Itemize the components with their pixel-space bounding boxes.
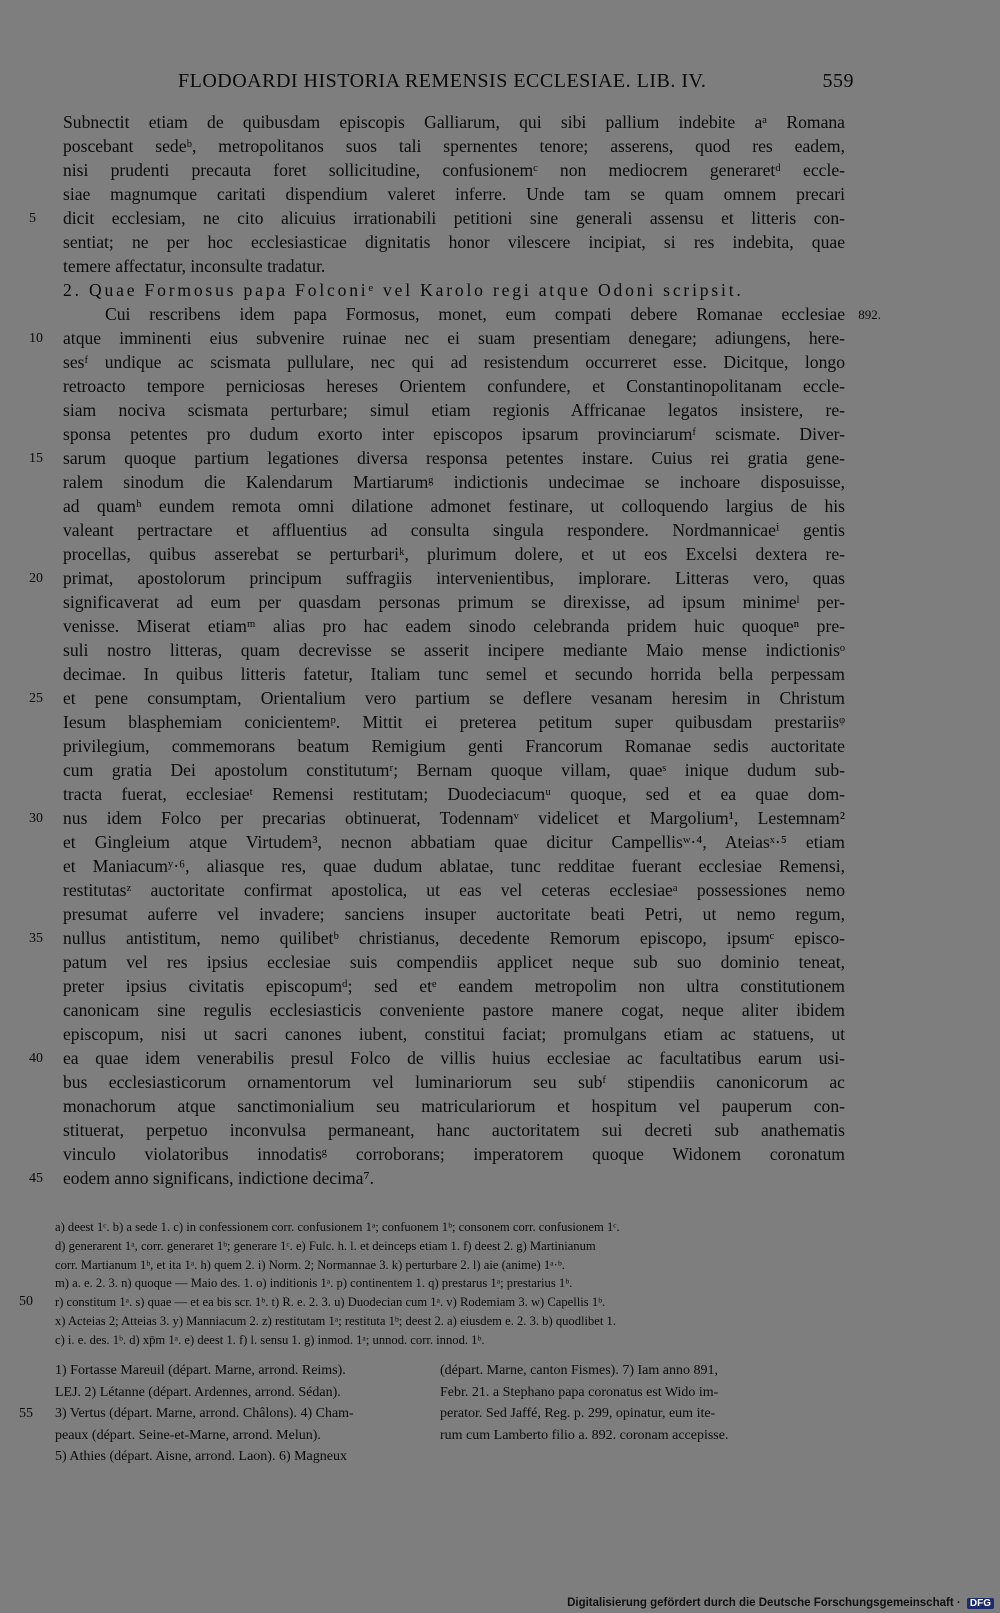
dfg-logo: DFG [967,1598,994,1609]
text-line-text: Cui rescribens idem papa Formosus, monet, eum compati debere Romanae ecclesiae [105,304,845,324]
line-number: 30 [29,811,43,826]
text-line [63,1070,845,1094]
text-line [63,1118,845,1142]
text-line [63,1022,845,1046]
line-number: 20 [29,571,43,586]
text-line [29,1166,845,1190]
text-line-text: sponsa petentes pro dudum exorto inter episcopos ipsarum provinciarumᶠ scismate. Diver- [63,424,845,444]
text-line [63,1094,845,1118]
footnote-line [440,1382,830,1404]
text-line-text: siam nociva scismata perturbare; simul etiam regionis Affricanae legatos insistere, re- [63,400,845,420]
text-line-text: sentiat; ne per hoc ecclesiasticae dignitatis honor vilescere incipiat, si res indebita, quae [63,232,845,252]
text-line-text: 2. Quae Formosus papa Folconiᵉ vel Karolo regi atque Odoni scripsit. [63,280,744,300]
line-number: 25 [29,691,43,706]
text-line-text: cum gratia Dei apostolum constitutumʳ; Bernam quoque villam, quaeˢ inique dudum sub- [63,760,845,780]
line-number: 40 [29,1051,43,1066]
apparatus-line-text: d) generarent 1ᵃ, corr. generaret 1ᵇ; generare 1ᶜ. e) Fulc. h. l. et deinceps etiam 1. f) deest 2. g) Martinianum [55,1238,596,1253]
footnote-line-text: perator. Sed Jaffé, Reg. p. 299, opinatur, eum ite- [440,1406,716,1422]
text-line [63,542,845,566]
text-line-text: et pene consumptam, Orientalium vero partium se deflere vesanam heresim in Christum [63,688,845,708]
text-line-text: temere affectatur, inconsulte tradatur. [63,256,326,276]
text-line-text: valeant pertractare et affluentius ad consulta singula respondere. Nordmannicaeⁱ gentis [63,520,845,540]
text-line [63,830,845,854]
footnote-line [19,1403,435,1425]
text-line-text: procellas, quibus asserebat se perturbariᵏ, plurimum dolere, et ut eos Excelsi dextera re- [63,544,845,564]
text-line [63,494,845,518]
text-line [63,470,845,494]
apparatus-line-text: a) deest 1ᶜ. b) a sede 1. c) in confessionem corr. confusionem 1ᵃ; confuonem 1ᵇ; consonem corr. confusionem 1ᶜ. [55,1220,620,1234]
line-number: 10 [29,331,43,346]
apparatus-line-text: x) Acteias 2; Atteias 3. y) Manniacum 2. z) restitutam 1ᵃ; restituta 1ᵇ; deest 2. a) eiusdem e. 2. 3. b) quodlibet 1. [55,1313,616,1328]
text-line-text: preter ipsius civitatis episcopumᵈ; sed etᵉ eandem metropolim non ultra constitutionem [63,976,845,996]
apparatus-line [55,1312,847,1331]
text-line [29,926,845,950]
footnote-line-text: Febr. 21. a Stephano papa coronatus est Wido im- [440,1384,719,1400]
margin-year: 892. [858,307,881,322]
footnote-line-text: peaux (départ. Seine-et-Marne, arrond. Melun). [55,1427,321,1443]
text-line-text: siae magnumque caritati dispendium valeret inferre. Unde tam se quam omnem precari [63,184,845,204]
text-line [63,398,845,422]
text-line [63,614,845,638]
text-line-text: nus idem Folco per precarias obtinuerat, Todennamᵛ videlicet et Margolium¹, Lestemnam² [63,808,845,828]
running-header [60,70,854,96]
apparatus-line-text: m) a. e. 2. 3. n) quoque — Maio des. 1. o) inditionis 1ᵃ. p) continentem 1. q) prestarus 1ᵃ; prestarius 1ᵇ. [55,1276,573,1291]
text-line-text: sarum quoque partium legationes diversa responsa petentes instare. Cuius rei gratia gene- [63,448,845,468]
apparatus-line-text: corr. Martianum 1ᵇ, et ita 1ᵃ. h) quem 2. i) Norm. 2; Normannae 3. k) perturbare 2. l) aie (anime) 1ᵃ·ᵇ. [55,1257,565,1272]
text-line [29,206,845,230]
apparatus-line-text: c) i. e. des. 1ᵇ. d) xp̄m 1ᵃ. e) deest 1. f) l. sensu 1. g) inmod. 1ᵃ; unnod. corr. innod. 1ᵇ. [55,1332,485,1347]
text-line-text: monachorum atque sanctimonialium seu matriculariorum et hospitum vel pauperum con- [63,1096,845,1116]
footnote-line-text: 5) Athies (départ. Aisne, arrond. Laon). 6) Magneux [55,1449,347,1465]
text-line [63,422,845,446]
footnote-line-text: 1) Fortasse Mareuil (départ. Marne, arrond. Reims). [55,1363,346,1378]
critical-apparatus [19,1218,847,1350]
text-line [63,350,845,374]
apparatus-line [19,1293,847,1312]
text-line-text: Iesum blasphemiam conicientemᵖ. Mittit ei preterea petitum super quibusdam prestariisᵠ [63,712,845,732]
footnote-line [440,1403,830,1425]
footnote-line [440,1360,830,1382]
line-number: 15 [29,451,43,466]
main-text [29,110,881,1190]
running-title: FLODOARDI HISTORIA REMENSIS ECCLESIAE. LIB. IV. [178,70,707,92]
text-line [63,254,845,278]
text-line-text: et Gingleium atque Virtudem³, necnon abbatiam quae dicitur Campellisʷ·⁴, Ateiasˣ·⁵ etiam [63,832,845,852]
credit-text: Digitalisierung gefördert durch die Deutsche Forschungsgemeinschaft · [567,1597,961,1609]
text-line [29,806,845,830]
apparatus-line [55,1237,847,1256]
footnotes-column-1 [19,1360,435,1468]
text-line [63,854,845,878]
text-line-text: restitutasᶻ auctoritate confirmat apostolica, ut eas vel ceteras ecclesiaeᵃ possessiones nemo [63,880,845,900]
apparatus-line [55,1256,847,1275]
text-line [29,446,845,470]
text-line-text: stituerat, perpetuo inconvulsa permaneant, hanc auctoritatem sui decreti sub anathematis [63,1120,845,1140]
footnote-line [55,1382,435,1404]
text-line [63,638,845,662]
text-line-text: suli nostro litteras, quam decrevisse se asserit incipere mediante Maio mense indictionisᵒ [63,640,845,660]
text-line [63,302,881,326]
footnote-line [55,1360,435,1382]
text-line [63,998,845,1022]
text-line [63,374,845,398]
text-line-text: Subnectit etiam de quibusdam episcopis Galliarum, qui sibi pallium indebite aᵃ Romana [63,112,845,132]
page-number: 559 [822,70,854,92]
footnote-line-text: rum cum Lamberto filio a. 892. coronam accepisse. [440,1427,729,1443]
text-line-text: primat, apostolorum principum suffragiis intervenientibus, implorare. Litteras vero, quas [63,568,845,588]
text-line-text: sesᶠ undique ac scismata pullulare, nec qui ad resistendum occurreret esse. Dicitque, longo [63,352,845,372]
line-number: 55 [19,1406,33,1422]
text-line-text: atque imminenti eius subvenire ruinae nec ei suam presentiam denegare; adiungens, here- [63,328,845,348]
text-line [63,782,845,806]
text-line [63,974,845,998]
text-line-text: poscebant sedeᵇ, metropolitanos suos tali spernentes tenore; asserens, quod res eadem, [63,136,845,156]
text-line-text: presumat auferre vel invadere; sanciens insuper auctoritate beati Petri, ut nemo regum, [63,904,845,924]
text-line-text: retroacto tempore perniciosas hereses Orientem confundere, et Constantinopolitanam eccle- [63,376,845,396]
text-line-text: significaverat ad eum per quasdam personas primum se direxisse, ad ipsum minimeˡ per- [63,592,845,612]
text-line [63,902,845,926]
text-line [63,518,845,542]
text-line [63,230,845,254]
text-line [63,110,845,134]
line-number: 35 [29,931,43,946]
footnote-line-text: (départ. Marne, canton Fismes). 7) Iam anno 891, [440,1363,718,1378]
text-line-text: ralem sinodum die Kalendarum Martiarumᵍ indictionis undecimae se inchoare disposuisse, [63,472,845,492]
line-number: 5 [29,211,36,226]
footnote-line [55,1446,435,1468]
text-line [63,158,845,182]
footnotes-column-2 [440,1360,830,1446]
footnote-line-text: LEJ. 2) Létanne (départ. Ardennes, arrond. Sédan). [55,1384,341,1400]
text-line [63,710,845,734]
footnote-line [440,1425,830,1447]
text-line [63,1142,845,1166]
text-line-text: dicit ecclesiam, ne cito alicuius irrationabili petitioni sine generali assensu et litteris con- [63,208,845,228]
text-line [63,734,845,758]
text-line [63,758,845,782]
text-line-text: patum vel res ipsius ecclesiae suis compendiis applicet neque sub suo dominio teneat, [63,952,845,972]
text-line-text: eodem anno significans, indictione decima⁷. [63,1168,375,1188]
text-line-text: vinculo violatoribus innodatisᵍ corroborans; imperatorem quoque Widonem coronatum [63,1144,845,1164]
line-number: 45 [29,1171,43,1186]
apparatus-line-text: r) constitum 1ᵃ. s) quae — et ea bis scr. 1ᵇ. t) R. e. 2. 3. u) Duodecian cum 1ᵃ. v) Rodemiam 3. w) Capellis 1ᵇ. [55,1295,606,1310]
text-line [63,950,845,974]
text-line [29,1046,845,1070]
digitization-credit [567,1597,994,1609]
text-line-text: ad quamʰ eundem remota omni dilatione admonet festinare, ut colloquendo largius de his [63,496,845,516]
text-line [63,278,845,302]
apparatus-line [55,1218,847,1237]
text-line-text: et Maniacumʸ·⁶, aliasque res, quae dudum ablatae, tunc redditae fuerant ecclesiae Remensi, [63,856,845,876]
text-line-text: privilegium, commemorans beatum Remigium genti Francorum Romanae sedis auctoritate [63,736,845,756]
text-line-text: canonicam sine regulis ecclesiasticis conveniente pastore manere cogat, neque aliter ibidem [63,1000,845,1020]
text-line [29,566,845,590]
text-line [63,182,845,206]
apparatus-line [55,1274,847,1293]
text-line-text: tracta fuerat, ecclesiaeᵗ Remensi restitutam; Duodeciacumᵘ quoque, sed et ea quae dom- [63,784,845,804]
text-line-text: nisi prudenti precauta foret sollicitudine, confusionemᶜ non mediocrem generaretᵈ eccle- [63,160,845,180]
footnote-line [55,1425,435,1447]
text-line-text: episcopum, nisi ut sacri canones iubent, constitui faciat; promulgans etiam ac statuens, ut [63,1024,845,1044]
text-line [63,134,845,158]
text-line [63,590,845,614]
line-number: 50 [19,1294,33,1310]
text-line-text: venisse. Miserat etiamᵐ alias pro hac eadem sinodo celebranda pridem huic quoqueⁿ pre- [63,616,845,636]
footnote-line-text: 3) Vertus (départ. Marne, arrond. Châlons). 4) Cham- [55,1406,354,1422]
text-line [63,878,845,902]
text-line [63,662,845,686]
text-line-text: ea quae idem venerabilis presul Folco de villis huius ecclesiae ac facultatibus earum usi- [63,1048,845,1068]
text-line-text: bus ecclesiasticorum ornamentorum vel luminariorum seu subᶠ stipendiis canonicorum ac [63,1072,845,1092]
text-line-text: decimae. In quibus litteris fatetur, Italiam tunc semel et secundo horrida bella perpessam [63,664,845,684]
text-line [29,326,845,350]
apparatus-line [55,1331,847,1350]
text-line-text: nullus antistitum, nemo quilibetᵇ christianus, decedente Remorum episcopo, ipsumᶜ episco- [63,928,845,948]
text-line [29,686,845,710]
